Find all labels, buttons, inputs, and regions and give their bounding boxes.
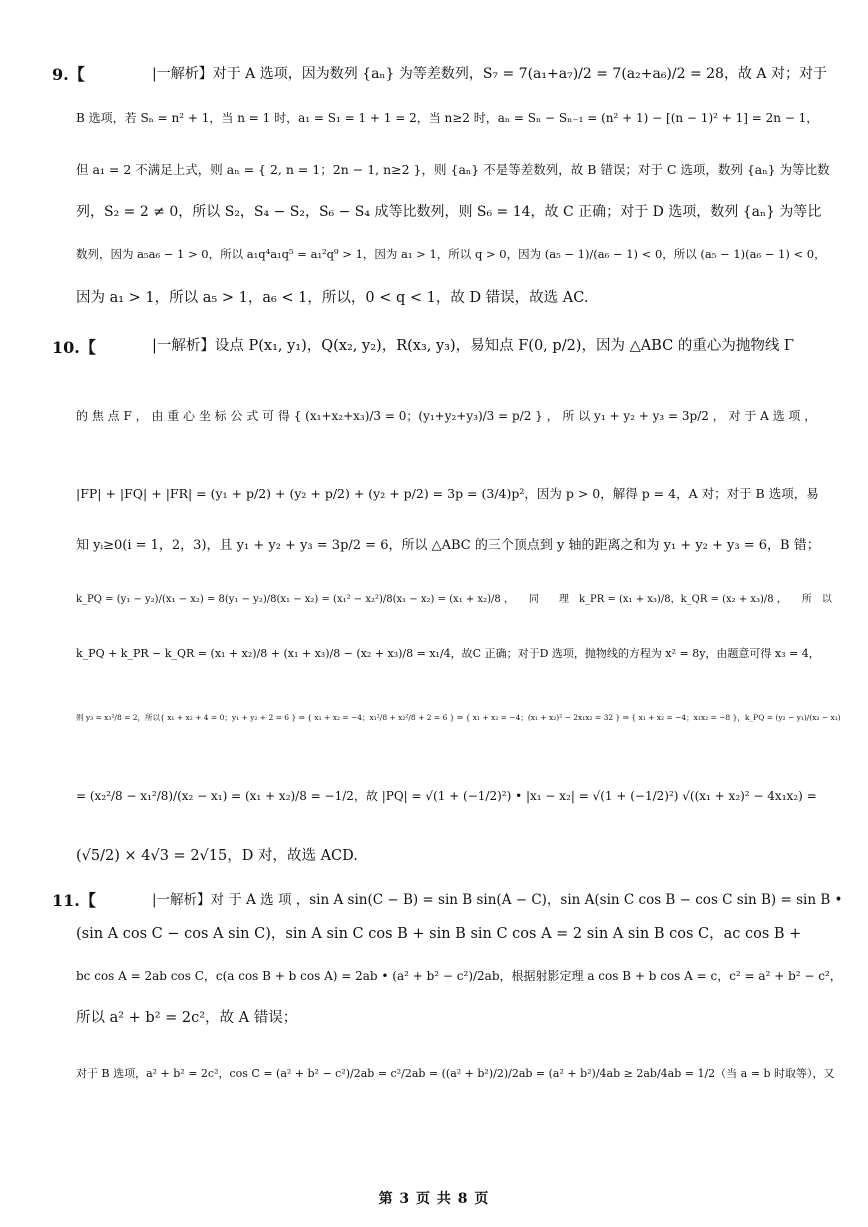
text-line: = (x₂²/8 − x₁²/8)/(x₂ − x₁) = (x₁ + x₂)/8 = −1/2，故 |PQ| = √(1 + (−1/2)²) • |x₁ − x₂| = √(1 + (−1/2)²) √((x₁ + x₂)² − 4x₁x₂) =	[76, 789, 817, 803]
text-line: 数列，因为 a₅a₆ − 1 > 0，所以 a₁q⁴a₁q⁵ = a₁²q⁹ > 1，因为 a₁ > 1，所以 q > 0，因为 (a₅ − 1)/(a₆ − 1) < 0，所以 (a₅ − 1)(a₆ − 1) < 0，	[76, 247, 826, 261]
text-line: 对于 B 选项，a² + b² = 2c²，cos C = (a² + b² − c²)/2ab = c²/2ab = ((a² + b²)/2)/2ab = (a² + b²)/4ab ≥ 2ab/4ab = 1/2（当 a = b 时取等），又	[76, 1067, 835, 1080]
text-line: bc cos A = 2ab cos C，c(a cos B + b cos A) = 2ab • (a² + b² − c²)/2ab，根据射影定理 a cos B + b cos A = c，c² = a² + b² − c²，	[76, 969, 842, 983]
problem-number: 9.【	[52, 65, 85, 84]
text-line: B 选项，若 Sₙ = n² + 1，当 n = 1 时，a₁ = S₁ = 1 + 1 = 2，当 n≥2 时，aₙ = Sₙ − Sₙ₋₁ = (n² + 1) − [(n − 1)² + 1] = 2n − 1，	[76, 111, 819, 125]
text-line: |一解析】对 于 A 选 项 ，sin A sin(C − B) = sin B sin(A − C)，sin A(sin C cos B − cos C sin B) = sin B •	[152, 892, 843, 908]
text-line: 所以 a² + b² = 2c²，故 A 错误；	[76, 1010, 298, 1026]
text-line: 的 焦 点 F ， 由 重 心 坐 标 公 式 可 得 { (x₁+x₂+x₃)/3 = 0；(y₁+y₂+y₃)/3 = p/2 } ， 所 以 y₁ + y₂ + y₃ = 3p/2 ， 对 于 A 选 项 ，	[76, 409, 817, 423]
text-line: 则 y₃ = x₃²/8 = 2，所以{ x₁ + x₂ + 4 = 0；y₁ + y₂ + 2 = 6 } ⇒ { x₁ + x₂ = −4；x₁²/8 + x₂²/8 + 2 = 6 } ⇒ { x₁ + x₂ = −4；(x₁ + x₂)² − 2x₁x₂ = 32 } ⇒ { x₁ + x₂ = −4；x₁x₂ = −8 }，k_PQ = (y₂ − y₁)/(x₂ − x₁)	[76, 713, 841, 722]
text-line: 知 yᵢ≥0(i = 1，2，3)，且 y₁ + y₂ + y₃ = 3p/2 = 6，所以 △ABC 的三个顶点到 y 轴的距离之和为 y₁ + y₂ + y₃ = 6，B 错；	[76, 538, 820, 553]
text-line: k_PQ + k_PR − k_QR = (x₁ + x₂)/8 + (x₁ + x₃)/8 − (x₂ + x₃)/8 = x₁/4，故C 正确；对于D 选项，抛物线的方程为 x² = 8y，由题意可得 x₃ = 4，	[76, 647, 820, 660]
text-line: 列，S₂ = 2 ≠ 0，所以 S₂，S₄ − S₂，S₆ − S₄ 成等比数列，则 S₆ = 14，故 C 正确；对于 D 选项，数列 {aₙ} 为等比	[76, 204, 822, 220]
page-footer: 第 3 页 共 8 页	[378, 1191, 490, 1207]
text-line: (√5/2) × 4√3 = 2√15，D 对，故选 ACD.	[76, 848, 358, 864]
text-line: |一解析】设点 P(x₁, y₁)，Q(x₂, y₂)，R(x₃, y₃)，易知点 F(0, p/2)，因为 △ABC 的重心为抛物线 Γ	[152, 338, 794, 354]
text-line: 因为 a₁ > 1，所以 a₅ > 1，a₆ < 1，所以，0 < q < 1，故 D 错误，故选 AC.	[76, 290, 589, 306]
text-line: |FP| + |FQ| + |FR| = (y₁ + p/2) + (y₂ + p/2) + (y₂ + p/2) = 3p = (3/4)p²，因为 p > 0，解得 p = 4，A 对；对于 B 选项，易	[76, 486, 819, 501]
text-line: (sin A cos C − cos A sin C)，sin A sin C cos B + sin B sin C cos A = 2 sin A sin B cos C，ac cos B +	[76, 926, 802, 942]
problem-number: 10.【	[52, 338, 96, 357]
text-line: |一解析】对于 A 选项，因为数列 {aₙ} 为等差数列，S₇ = 7(a₁+a₇)/2 = 7(a₂+a₆)/2 = 28，故 A 对；对于	[152, 66, 827, 82]
problem-number: 11.【	[52, 891, 96, 910]
text-line: 但 a₁ = 2 不满足上式，则 aₙ = { 2, n = 1；2n − 1, n≥2 }，则 {aₙ} 不是等差数列，故 B 错误；对于 C 选项，数列 {aₙ} 为等比数	[76, 162, 830, 177]
text-line: k_PQ = (y₁ − y₂)/(x₁ − x₂) = 8(y₁ − y₂)/8(x₁ − x₂) = (x₁² − x₂²)/8(x₁ − x₂) = (x₁ + x₂)/8 ， 同 理 k_PR = (x₁ + x₃)/8，k_QR = (x₂ + x₃)/8 ， 所 以	[76, 594, 832, 605]
